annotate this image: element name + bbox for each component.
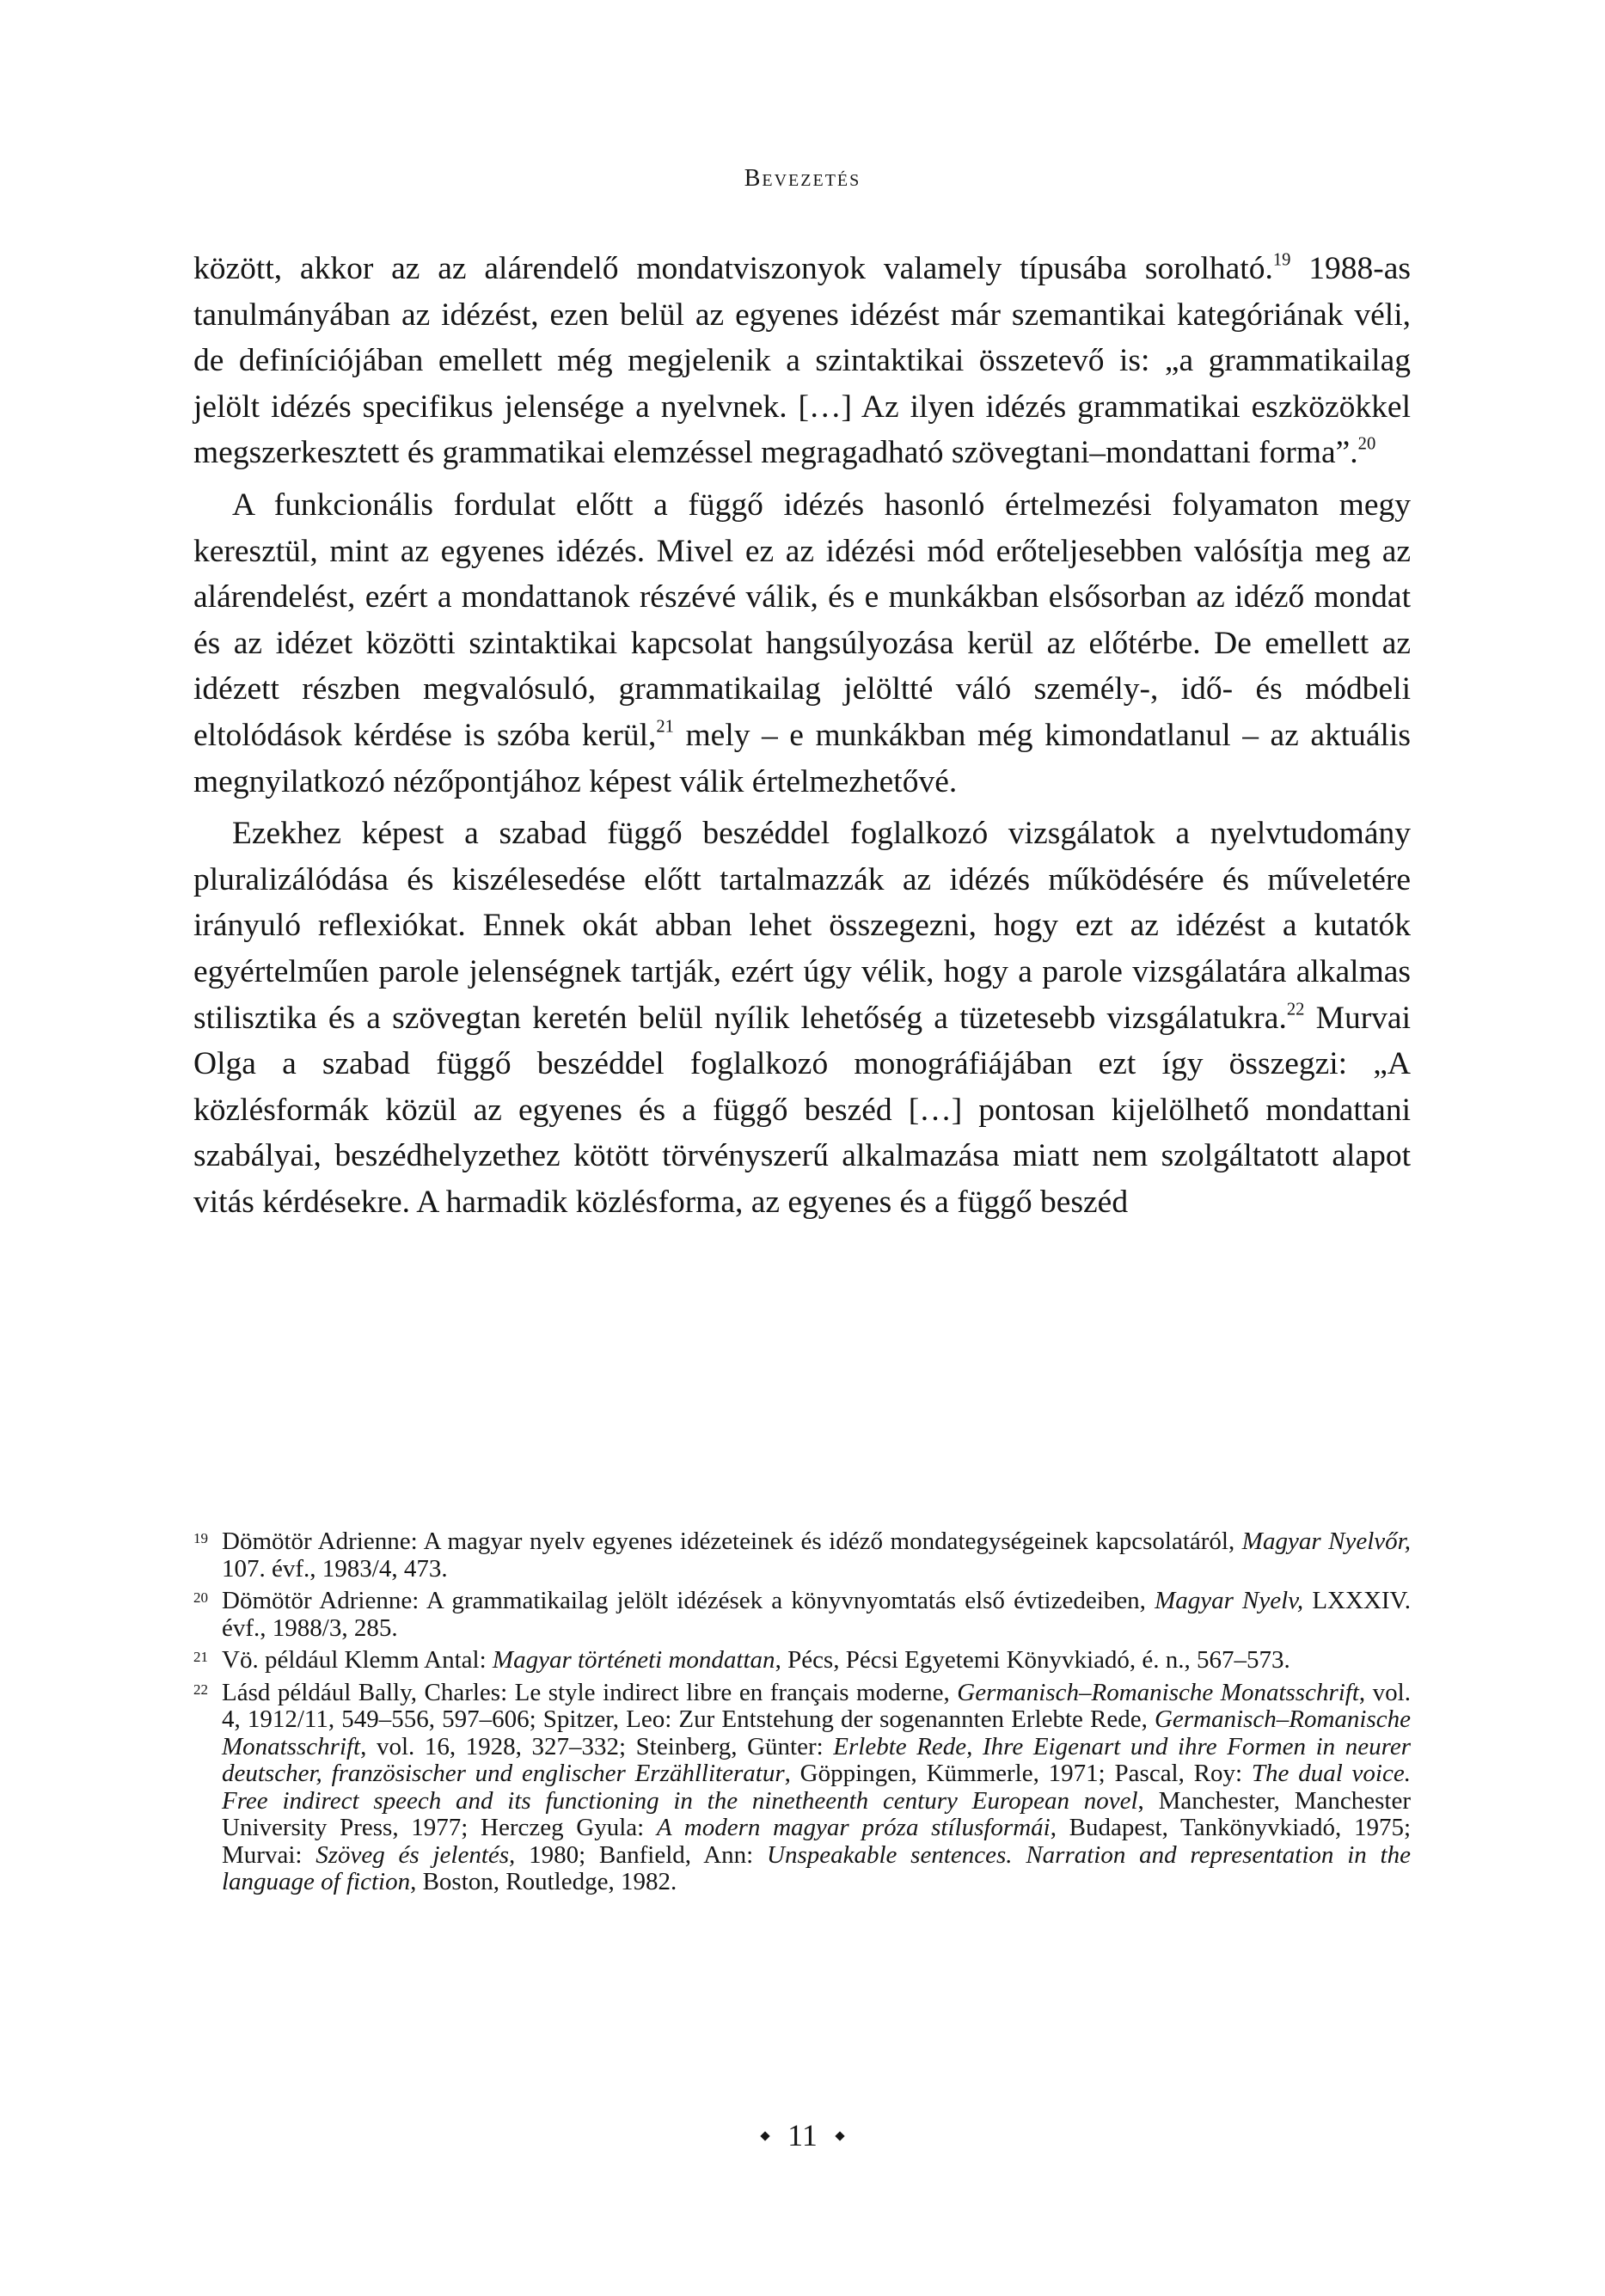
footnote-text: [222, 1679, 1411, 1896]
paragraph-text: A funkcionális fordulat előtt a függő idézés hasonló értelmezési folyamaton megy keresztül, mint az egyenes idézés. Mivel ez az idézési mód erőteljesebben valósítja meg az alárendelést, ezért a mondattanok részévé válik, és e munkákban elsősorban az idéző mondat és az idézet közötti szintaktikai kapcsolat hangsúlyozása kerül az előtérbe. De emellett az idézett részben megvalósuló, grammatikailag jelöltté váló személy-, idő- és módbeli eltolódások kérdése is szóba kerül,: [193, 487, 1411, 753]
footnote-segment: Dömötör Adrienne: A grammatikailag jelölt idézések a könyvnyomtatás első évtizedeiben,: [222, 1587, 1155, 1614]
footnote-segment: , Boston, Routledge, 1982.: [410, 1868, 677, 1895]
paragraph-text: között, akkor az az alárendelő mondatviszonyok valamely típusába sorolható.: [193, 251, 1273, 286]
paragraph-text: Murvai Olga a szabad függő beszéddel foglalkozó monográfiájában ezt így összegzi: „A közlésformák közül az egyenes és a függő beszéd […] pontosan kijelölhető mondattani szabályai, beszédhelyzethez kötött törvényszerű alkalmazása miatt nem szolgáltatott alapot vitás kérdésekre. A harmadik közlésforma, az egyenes és a függő beszéd: [193, 1000, 1411, 1220]
footnote-segment: , Budapest, Tankönyvkiadó, 1975; Murvai:: [222, 1814, 1411, 1869]
page-footer: [0, 2117, 1605, 2153]
paragraph-text: mely – e munkákban még kimondatlanul – az aktuális megnyilatkozó nézőpontjához képest válik értelmezhetővé.: [193, 717, 1411, 799]
footnote-22: [193, 1680, 1411, 1896]
footnote-segment: 107. évf., 1983/4, 473.: [222, 1554, 448, 1583]
paragraph-1: [193, 246, 1411, 476]
footnote-title: Erlebte Rede, Ihre Eigenart und ihre Formen in neurer deutscher, französischer und englischer Erzählliteratur: [222, 1732, 1411, 1787]
footnote-segment: , Pécs, Pécsi Egyetemi Könyvkiadó, é. n., 567–573.: [775, 1646, 1290, 1674]
footnote-ref-21[interactable]: 21: [656, 717, 674, 737]
footnote-title: Magyar történeti mondattan: [492, 1646, 775, 1674]
main-text: [193, 246, 1411, 1225]
footnote-title: Magyar Nyelvőr,: [1241, 1528, 1411, 1555]
footnote-number: 20: [193, 1589, 208, 1606]
footnote-segment: Lásd például Bally, Charles: Le style indirect libre en français moderne,: [222, 1678, 958, 1706]
footnote-title: A modern magyar próza stílusformái: [656, 1814, 1051, 1841]
footnote-title: Szöveg és jelentés,: [315, 1840, 516, 1869]
footnote-number: 19: [193, 1530, 208, 1546]
footnote-title: Unspeakable sentences. Narration and representation in the language of fiction: [222, 1840, 1411, 1895]
diamond-bullet-icon: [835, 2131, 844, 2140]
footnote-segment: Dömötör Adrienne: A magyar nyelv egyenes idézeteinek és idéző mondategységeinek kapcsolatáról,: [222, 1528, 1242, 1555]
footnote-segment: LXXXIV. évf., 1988/3, 285.: [222, 1587, 1412, 1642]
footnote-title: Germanisch–Romanische Monatsschrift: [222, 1705, 1411, 1760]
footnote-ref-19[interactable]: 19: [1272, 250, 1291, 270]
footnote-segment: , vol. 4, 1912/11, 549–556, 597–606; Spitzer, Leo: Zur Entstehung der sogenannten Erlebte Rede,: [222, 1678, 1411, 1733]
footnotes: [193, 1528, 1411, 1901]
footnote-21: [193, 1647, 1411, 1675]
diamond-bullet-icon: [760, 2131, 769, 2140]
footnote-title: Magyar Nyelv,: [1155, 1587, 1304, 1614]
footnote-20: [193, 1588, 1411, 1642]
footnote-ref-22[interactable]: 22: [1286, 1000, 1305, 1019]
footnote-segment: , Göppingen, Kümmerle, 1971; Pascal, Roy:: [784, 1760, 1252, 1787]
paragraph-3: [193, 811, 1411, 1225]
footnote-text: [222, 1587, 1411, 1642]
footnote-segment: 1980; Banfield, Ann:: [515, 1840, 767, 1869]
paragraph-2: [193, 482, 1411, 805]
page-number: 11: [787, 2118, 818, 2152]
footnote-19: [193, 1528, 1411, 1583]
footnote-number: 22: [193, 1681, 208, 1698]
footnote-text: [222, 1646, 1290, 1674]
footnote-segment: Vö. például Klemm Antal:: [222, 1646, 493, 1674]
footnote-segment: , vol. 16, 1928, 327–332; Steinberg, Günter:: [360, 1732, 834, 1760]
footnote-text: [222, 1528, 1411, 1583]
footnote-title: The dual voice. Free indirect speech and its functioning in the ninetheenth century European novel: [222, 1760, 1411, 1815]
paragraph-text: Ezekhez képest a szabad függő beszéddel foglalkozó vizsgálatok a nyelvtudomány pluralizálódása és kiszélesedése előtt tartalmazzák az idézés működésére és műveletére irányuló reflexiókat. Ennek okát abban lehet összegezni, hogy ezt az idézést a kutatók egyértelműen parole jelenségnek tartják, ezért úgy vélik, hogy a parole vizsgálatára alkalmas stilisztika és a szövegtan keretén belül nyílik lehetőség a tüzetesebb vizsgálatukra.: [193, 816, 1411, 1036]
footnote-number: 21: [193, 1649, 208, 1665]
footnote-segment: , Manchester, Manchester University Press, 1977; Herczeg Gyula:: [222, 1786, 1411, 1841]
footnote-title: Germanisch–Romanische Monatsschrift: [957, 1678, 1359, 1706]
paragraph-text: 1988-as tanulmányában az idézést, ezen belül az egyenes idézést már szemantikai kategóriának véli, de definíciójában emellett még megjelenik a szintaktikai összetevő is: „a grammatikailag jelölt idézés specifikus jelensége a nyelvnek. […] Az ilyen idézés grammatikai eszközökkel megszerkesztett és grammatikai elemzéssel megragadható szövegtani–mondattani forma”.: [193, 251, 1411, 471]
footnote-ref-20[interactable]: 20: [1357, 434, 1376, 454]
running-header: Bevezetés: [744, 165, 861, 192]
